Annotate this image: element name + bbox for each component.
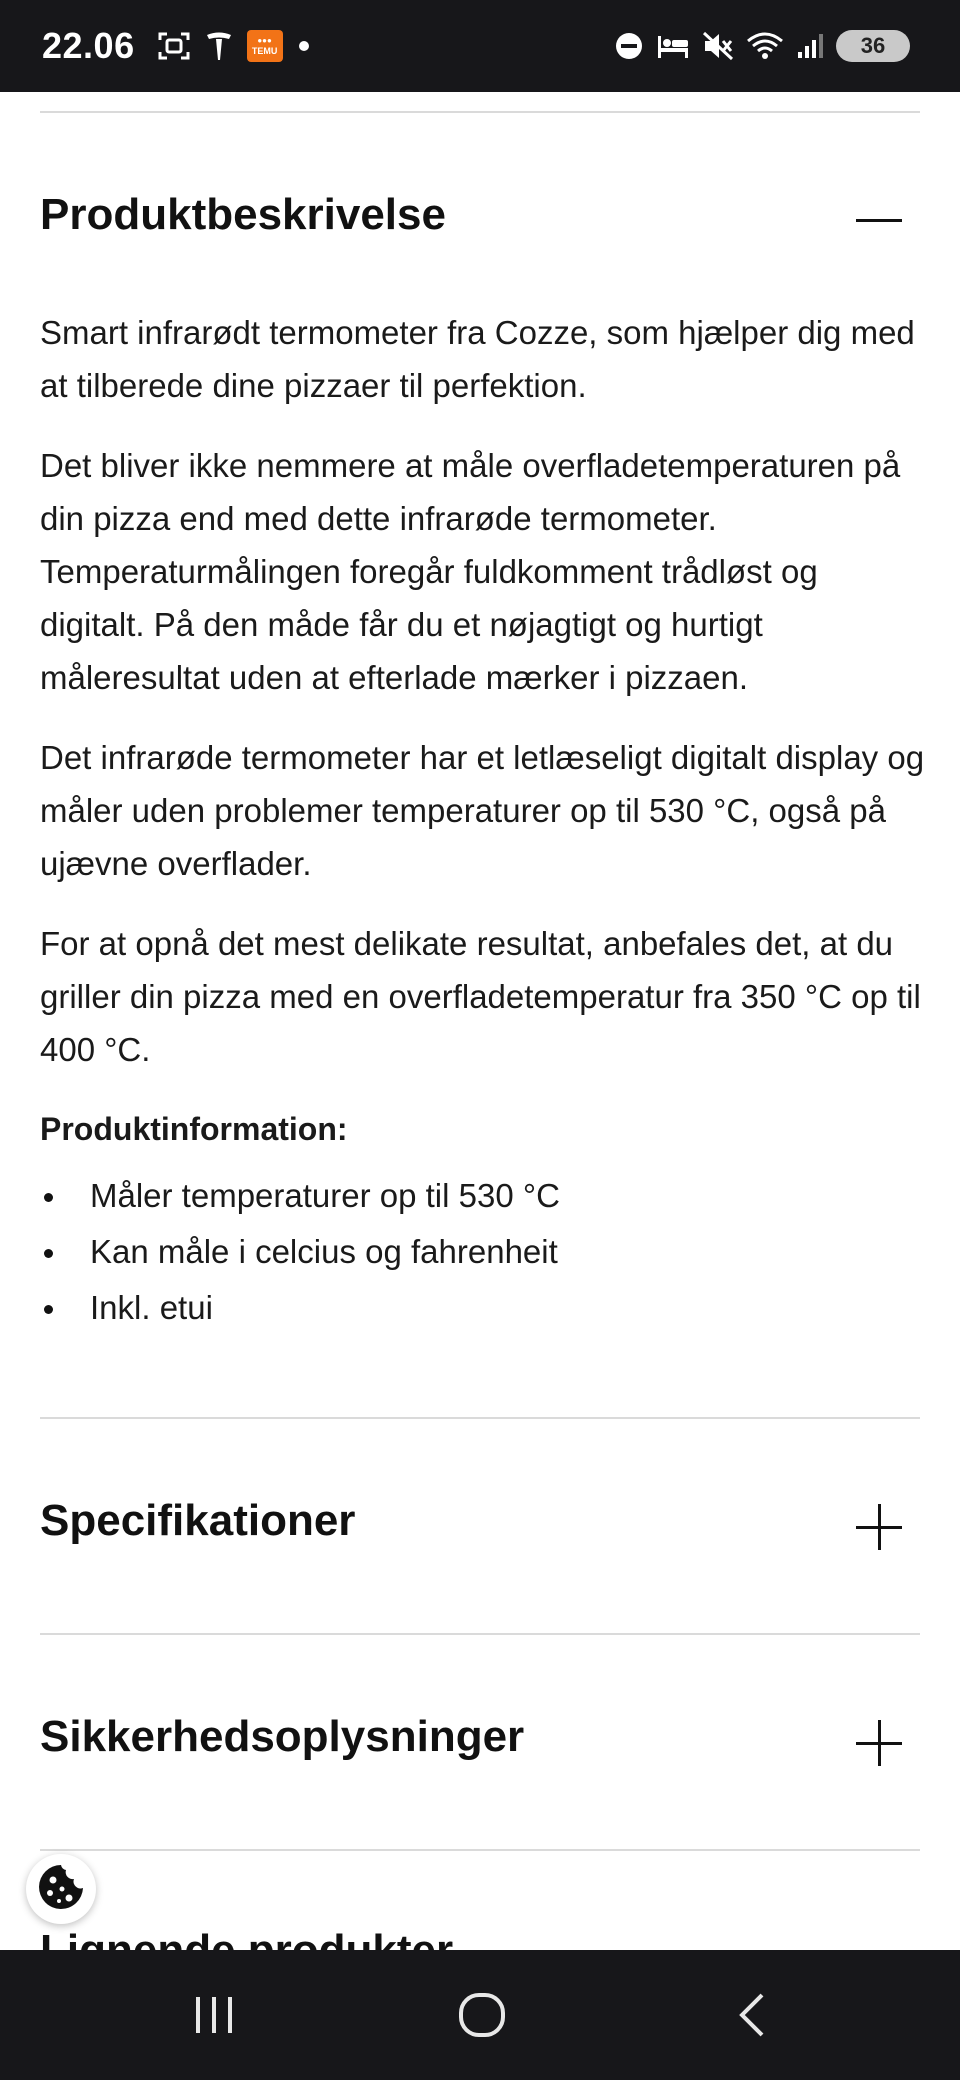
- status-bar: [0, 0, 960, 92]
- expand-icon[interactable]: [856, 1720, 902, 1766]
- navigation-bar: [0, 1950, 960, 2080]
- cookie-icon: [36, 1862, 86, 1917]
- tesla-icon: [205, 31, 233, 61]
- battery-icon: 36: [836, 30, 910, 62]
- section-title-product-description[interactable]: Produktbeskrivelse: [40, 190, 446, 239]
- dot-icon: [297, 39, 311, 53]
- divider: [40, 1633, 920, 1635]
- list-item: Inkl. etui: [40, 1280, 930, 1336]
- description-paragraph: Det bliver ikke nemmere at måle overfladetemperaturen på din pizza end med dette infrarøde termometer. Temperaturmålingen foregår fuldkomment trådløst og digitalt. På den måde får du et nøjagtigt og hurtigt måleresultat uden at efterlade mærker i pizzaen.: [40, 447, 901, 696]
- divider: [40, 111, 920, 113]
- mute-icon: [702, 31, 734, 61]
- divider: [40, 1417, 920, 1419]
- divider: [40, 1849, 920, 1851]
- description-paragraph: Smart infrarødt termometer fra Cozze, som hjælper dig med at tilberede dine pizzaer til perfektion.: [40, 314, 915, 404]
- product-info-list: [40, 1168, 930, 1336]
- recent-apps-icon[interactable]: [184, 1985, 244, 2045]
- section-title-specifications[interactable]: Specifikationer: [40, 1496, 356, 1545]
- product-info-title: Produktinformation:: [40, 1111, 348, 1147]
- back-icon[interactable]: [722, 1985, 782, 2045]
- home-icon[interactable]: [452, 1985, 512, 2045]
- temu-icon: ●●● TEMU: [247, 30, 283, 62]
- wifi-icon: [746, 31, 784, 61]
- expand-icon[interactable]: [856, 1504, 902, 1550]
- dnd-icon: [614, 31, 644, 61]
- status-time: 22.06: [42, 25, 135, 66]
- screenshot-icon: [157, 31, 191, 61]
- signal-icon: [796, 32, 824, 60]
- description-paragraph: Det infrarøde termometer har et letlæseligt digitalt display og måler uden problemer temperaturer op til 530 °C, også på ujævne overflader.: [40, 739, 925, 882]
- product-page-content: [0, 92, 960, 1950]
- list-item: Kan måle i celcius og fahrenheit: [40, 1224, 930, 1280]
- description-paragraph: For at opnå det mest delikate resultat, anbefales det, at du griller din pizza med en overfladetemperatur fra 350 °C op til 400 °C.: [40, 925, 921, 1068]
- bed-icon: [656, 32, 690, 60]
- collapse-icon[interactable]: [856, 197, 902, 243]
- product-description-body: [40, 306, 930, 1336]
- list-item: Måler temperaturer op til 530 °C: [40, 1168, 930, 1224]
- cookie-settings-button[interactable]: [26, 1854, 96, 1924]
- system-icons: [614, 0, 910, 92]
- section-title-safety[interactable]: Sikkerhedsoplysninger: [40, 1712, 525, 1761]
- notification-icons: [157, 30, 311, 62]
